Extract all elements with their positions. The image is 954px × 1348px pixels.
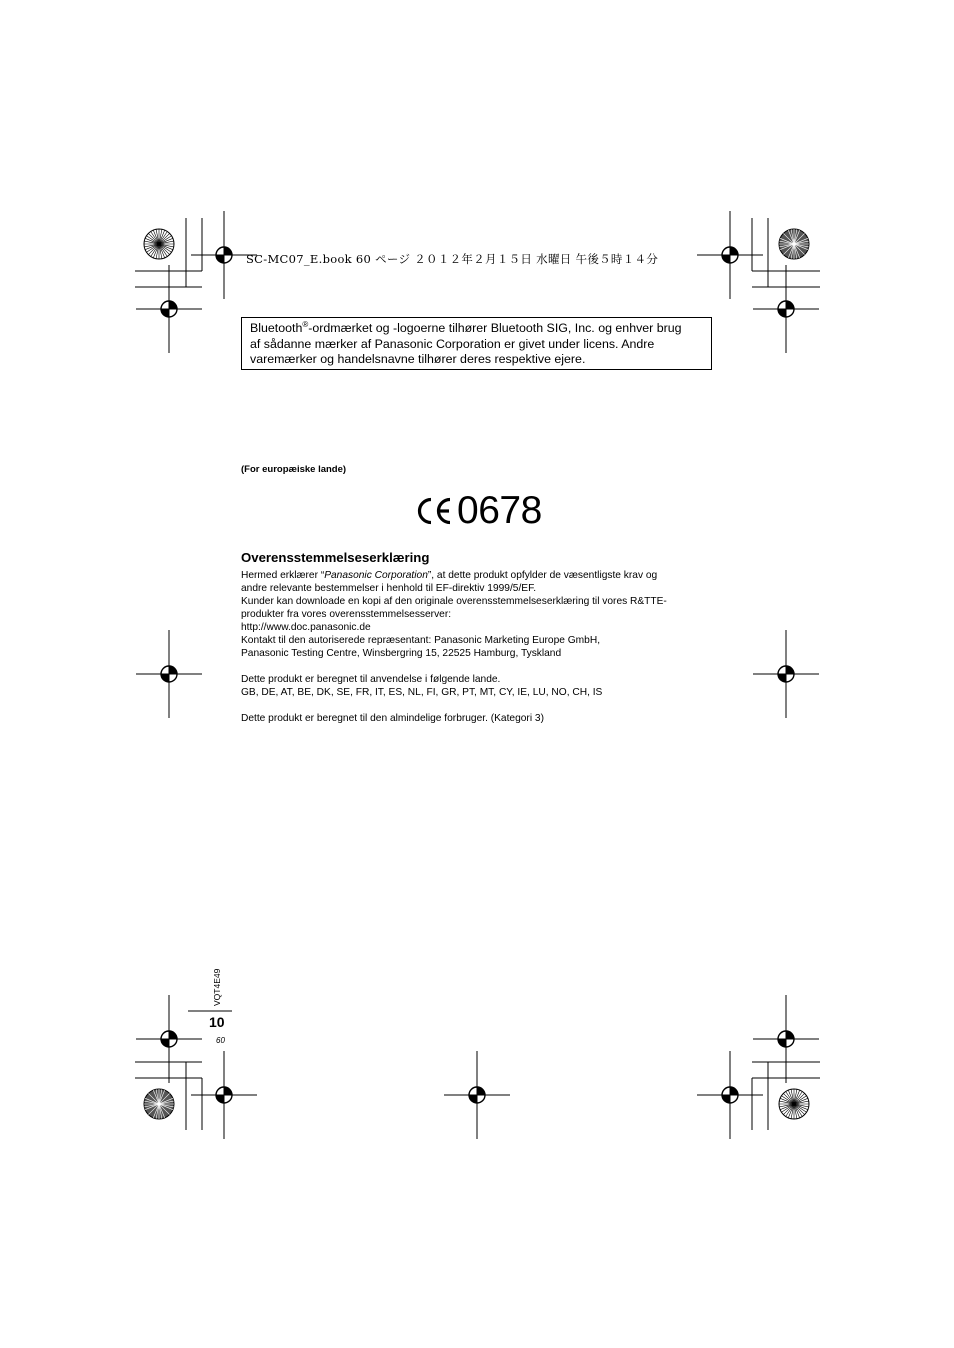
page-number: 10 (209, 1014, 225, 1030)
crosshair-mark (753, 995, 819, 1083)
declaration-paragraph (241, 569, 721, 595)
region-note: (For europæiske lande) (241, 464, 347, 475)
document-code (212, 966, 226, 1006)
notice-line-3: varemærker og handelsnavne tilhører deres respektive ejere. (250, 352, 586, 366)
print-header: SC-MC07_E.book 60 ページ ２０１２年２月１５日 水曜日 午後５時１４分 (246, 252, 659, 266)
crosshair-mark (136, 265, 202, 353)
registered-mark: ® (302, 320, 309, 329)
crosshair-mark (753, 630, 819, 718)
bluetooth-brand: Bluetooth (250, 321, 303, 335)
ce-marking (415, 490, 542, 532)
download-paragraph (241, 595, 721, 634)
book-page-number: 60 (216, 1036, 225, 1045)
crosshair-mark (697, 211, 763, 299)
document-code-text: VQT4E49 (212, 968, 222, 1006)
crosshair-mark (136, 630, 202, 718)
crosshair-mark (753, 265, 819, 353)
declaration-body (241, 569, 721, 725)
declaration-text: ”, at dette produkt opfylder de væsentligste krav og (427, 570, 658, 581)
declaration-text: Hermed erklærer “ (241, 570, 325, 581)
declaration-text: andre relevante bestemmelser i henhold til EF-direktiv 1999/5/EF. (241, 583, 537, 594)
registration-target-bottom-left (144, 1089, 174, 1119)
country-list: GB, DE, AT, BE, DK, SE, FR, IT, ES, NL, FI, GR, PT, MT, CY, IE, LU, NO, CH, IS (241, 687, 603, 698)
download-text: produkter fra vores overensstemmelsesserver: (241, 609, 452, 620)
crosshair-mark (136, 995, 202, 1083)
registration-target-top-left (144, 229, 174, 259)
crosshair-mark (444, 1051, 510, 1139)
registration-target-bottom-right (779, 1089, 809, 1119)
ce-mark-icon (415, 496, 453, 526)
countries-intro: Dette produkt er beregnet til anvendelse i følgende lande. (241, 674, 501, 685)
usage-paragraph: Dette produkt er beregnet til den almindelige forbruger. (Kategori 3) (241, 713, 544, 724)
countries-paragraph (241, 673, 721, 699)
doc-server-url: http://www.doc.panasonic.de (241, 622, 371, 633)
company-name: Panasonic Corporation (324, 570, 428, 581)
contact-text: Panasonic Testing Centre, Winsbergring 15, 22525 Hamburg, Tyskland (241, 648, 562, 659)
download-text: Kunder kan downloade en kopi af den originale overensstemmelseserklæring til vores R&TTE- (241, 596, 667, 607)
contact-text: Kontakt til den autoriserede repræsentant: Panasonic Marketing Europe GmbH, (241, 635, 601, 646)
trademark-notice (241, 317, 712, 370)
notice-line-1: -ordmærket og -logoerne tilhører Bluetooth SIG, Inc. og enhver brug (308, 321, 682, 335)
crosshair-mark (697, 1051, 763, 1139)
crosshair-mark (191, 1051, 257, 1139)
contact-paragraph (241, 634, 721, 660)
declaration-title: Overensstemmelseserklæring (241, 550, 430, 565)
notified-body-number: 0678 (457, 489, 542, 532)
notice-line-2: af sådanne mærker af Panasonic Corporation er givet under licens. Andre (250, 336, 655, 351)
registration-target-top-right (779, 229, 809, 259)
